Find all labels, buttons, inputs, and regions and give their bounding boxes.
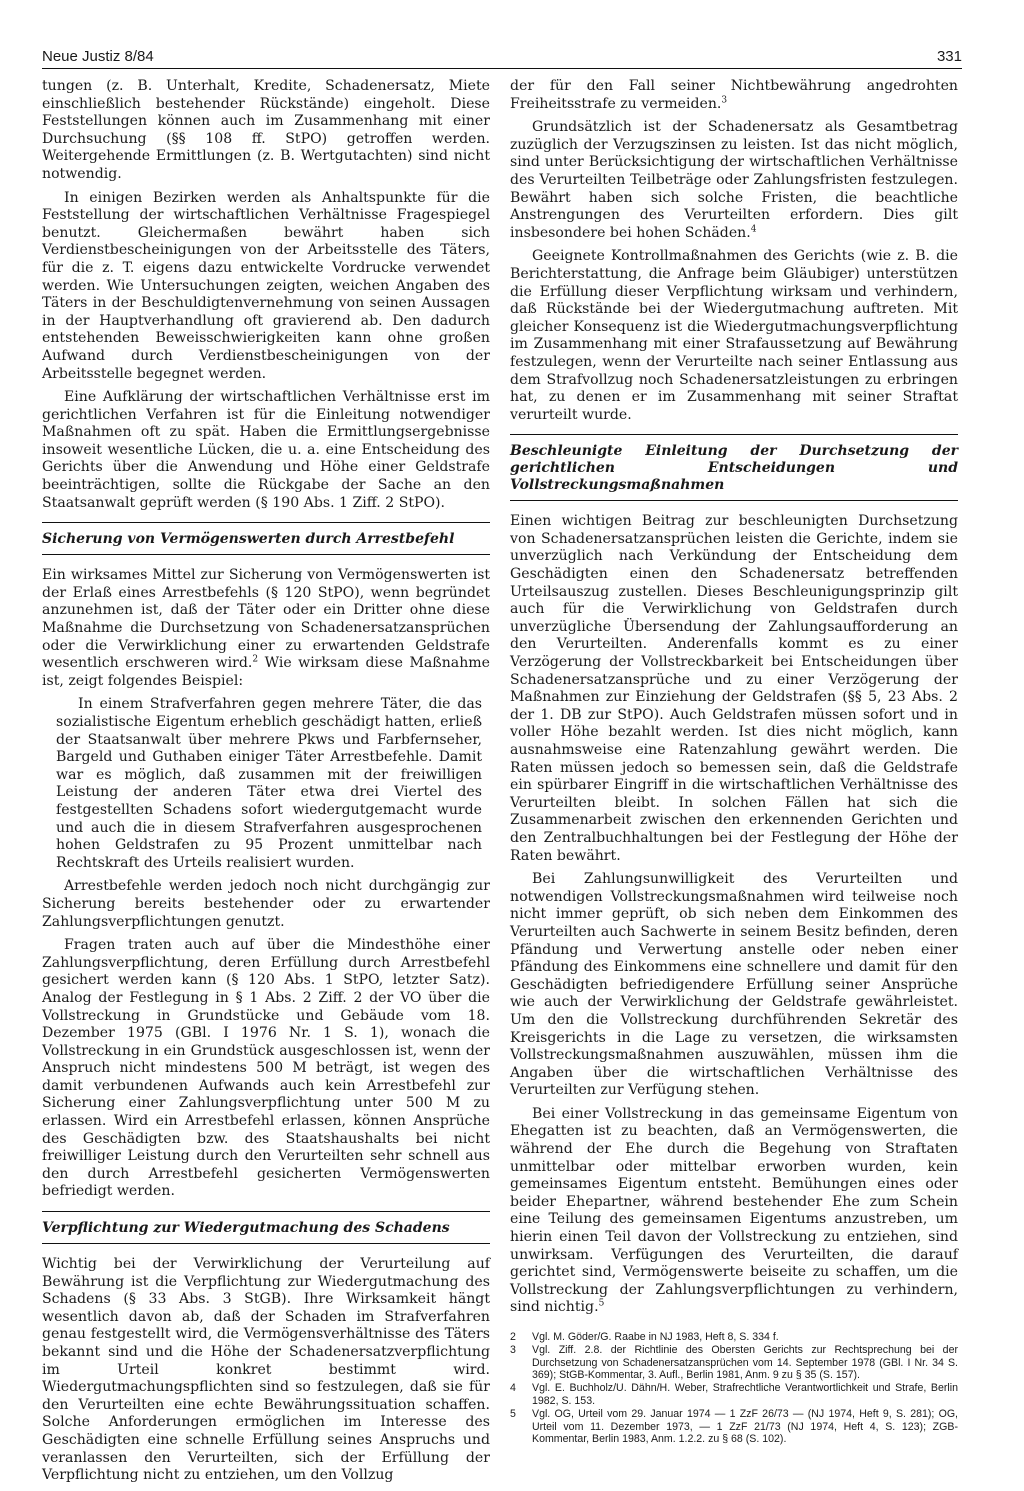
paragraph: Einen wichtigen Beitrag zur beschleunigten Durchsetzung von Schadenersatzansprüchen leisten die Gerichte, indem sie unverzüglich nach Verkündung der Entscheidung dem Geschädigten einen den Schadenersatz betreffenden Urteilsauszug zustellen. Dieses Beschleunigungsprinzip gilt auch für die Verwirklichung von Geldstrafen durch unverzügliche Übersendung der Zahlungsaufforderung an den Verurteilten. Anderenfalls kommt es zu einer Verzögerung der Vollstreckbarkeit bei Entscheidungen über Schadenersatzansprüche und zu einer Verzögerung der Maßnahmen zur Einziehung der Geldstrafen (§§ 5, 23 Abs. 2 der 1. DB zur StPO). Auch Geldstrafen müssen sofort und in voller Höhe bezahlt werden. Ist dies nicht möglich, kann ausnahmsweise eine Ratenzahlung gewährt werden. Die Raten müssen jedoch so bemessen sein, daß die Geldstrafe ein spürbarer Eingriff in die wirtschaftlichen Verhältnisse des Verurteilten bleibt. In solchen Fällen hat sich die Zusammenarbeit zwischen den erkennenden Gerichten und den Zentralbuchhaltungen bei der Festlegung der Höhe der Raten bewährt. <box>510 513 958 864</box>
paragraph: tungen (z. B. Unterhalt, Kredite, Schadenersatz, Miete einschließlich bestehender Rückstände) eingeholt. Diese Feststellungen können auch im Zusammenhang mit einer Durchsuchung (§§ 108 ff. StPO) getroffen werden. Weitergehende Ermittlungen (z. B. Wertgutachten) sind nicht notwendig. <box>42 78 490 182</box>
footnote <box>510 1344 958 1382</box>
paragraph: Wichtig bei der Verwirklichung der Verurteilung auf Bewährung ist die Verpflichtung zur Wiedergutmachung des Schadens (§ 33 Abs. 3 StGB). Ihre Wirksamkeit hängt wesentlich davon ab, daß der Schaden im Strafverfahren genau festgestellt wird, die Vermögensverhältnisse des Täters bekannt sind und die Höhe der Schadenersatzverpflichtung im Urteil konkret bestimmt wird. Wiedergutmachungspflichten sind so festzulegen, daß sie für den Verurteilten eine echte Bewährungssituation schaffen. Solche Anforderungen ermöglichen im Interesse des Geschädigten eine schnelle Erfüllung seines Anspruchs und veranlassen den Verurteilten, sich der Erfüllung der Verpflichtung nicht zu entziehen, um den Vollzug <box>42 1256 490 1484</box>
journal-title: Neue Justiz 8/84 <box>42 48 154 65</box>
paragraph-text: Grundsätzlich ist der Schadenersatz als Gesamtbetrag zuzüglich der Verzugszinsen zu leisten. Ist das nicht möglich, sind unter Berücksichtigung der wirtschaftlichen Verhältnisse des Verurteilten Teilbeträge oder Zahlungsfristen festzulegen. Bewährt haben sich solche Fristen, die beachtliche Anstrengungen des Verurteilten erfordern. Dies gilt insbesondere bei hohen Schäden. <box>510 119 958 241</box>
paragraph: Eine Aufklärung der wirtschaftlichen Verhältnisse erst im gerichtlichen Verfahren ist für die Einleitung notwendiger Maßnahmen oft zu spät. Haben die Ermittlungsergebnisse insoweit wesentliche Lücken, die u. a. eine Entscheidung des Gerichts über die Anwendung und Höhe einer Geldstrafe beeinträchtigen, sollte die Rückgabe der Sache an den Staatsanwalt geprüft werden (§ 190 Abs. 1 Ziff. 2 StPO). <box>42 389 490 511</box>
paragraph-text: der für den Fall seiner Nichtbewährung angedrohten Freiheitsstrafe zu vermeiden. <box>510 78 958 112</box>
footnote <box>510 1408 958 1446</box>
footnote-number: 2 <box>510 1331 516 1343</box>
footnote-text: Vgl. E. Buchholz/U. Dähn/H. Weber, Strafrechtliche Verantwortlichkeit und Strafe, Berlin 1982, S. 153. <box>532 1382 958 1407</box>
paragraph-text: Bei einer Vollstreckung in das gemeinsame Eigentum von Ehegatten ist zu beachten, daß an Vermögenswerten, die während der Ehe durch die Begehung von Straftaten unmittelbar oder mittelbar erworben wurden, kein gemeinsames Eigentum entsteht. Bemühungen eines oder beider Ehepartner, während bestehender Ehe zum Schein eine Teilung des gemeinsamen Eigentums anzustreben, um hierin einen Teil davon der Vollstreckung zu entziehen, sind unwirksam. Verfügungen des Verurteilten, die darauf gerichtet sind, Vermögenswerte beiseite zu schaffen, um die Vollstreckung der Zahlungsverpflichtungen zu verhindern, sind nichtig. <box>510 1105 958 1316</box>
footnote-text: Vgl. M. Göder/G. Raabe in NJ 1983, Heft 8, S. 334 f. <box>532 1331 779 1343</box>
paragraph: In einigen Bezirken werden als Anhaltspunkte für die Feststellung der wirtschaftlichen Verhältnisse Fragespiegel benutzt. Gleichermaßen bewährt haben sich Verdienstbescheinigungen von der Arbeitsstelle des Täters, für die z. T. eigens dazu entwickelte Vordrucke verwendet werden. Wie Untersuchungen zeigten, weichen Angaben des Täters in der Beschuldigtenvernehmung von seinen Aussagen in der Hauptverhandlung oft gravierend ab. Den dadurch entstehenden Beweisschwierigkeiten kann ohne großen Aufwand durch Verdienstbescheinigungen von der Arbeitsstelle begegnet werden. <box>42 189 490 382</box>
page-header <box>42 34 962 69</box>
footnotes <box>510 1331 958 1446</box>
paragraph-text: Wie wirksam diese Maßnahme ist, zeigt folgendes Beispiel: <box>42 655 490 689</box>
left-column <box>42 78 490 1491</box>
section-heading: Verpflichtung zur Wiedergutmachung des Schadens <box>42 1211 490 1244</box>
paragraph: Fragen traten auch auf über die Mindesthöhe einer Zahlungsverpflichtung, deren Erfüllung durch Arrestbefehl gesichert werden kann (§ 120 Abs. 1 StPO, letzter Satz). Analog der Festlegung in § 1 Abs. 2 Ziff. 2 der VO über die Vollstreckung in Grundstücke und Gebäude vom 18. Dezember 1975 (GBl. I 1976 Nr. 1 S. 1), wonach die Vollstreckung in ein Grundstück ausgeschlossen ist, wenn der Anspruch nicht mindestens 500 M beträgt, ist wegen des damit verbundenen Aufwands auch kein Arrestbefehl zur Sicherung einer Zahlungsverpflichtung unter 500 M zu erlassen. Wird ein Arrestbefehl erlassen, können Ansprüche des Geschädigten bzw. des Staatshaushalts bei nicht freiwilliger Leistung durch den Verurteilten sehr schnell aus den durch Arrestbefehl gesicherten Vermögenswerten befriedigt werden. <box>42 937 490 1200</box>
section-heading: Beschleunigte Einleitung der Durchsetzung der gerichtlichen Entscheidungen und Vollstreckungsmaßnahmen <box>510 434 958 501</box>
footnote-number: 5 <box>510 1407 516 1420</box>
footnote-ref: 3 <box>721 94 728 105</box>
paragraph: Arrestbefehle werden jedoch noch nicht durchgängig zur Sicherung bereits bestehender oder zu erwartender Zahlungsverpflichtungen genutzt. <box>42 878 490 930</box>
footnote <box>510 1331 958 1344</box>
paragraph <box>42 567 490 690</box>
footnote <box>510 1382 958 1408</box>
paragraph: Bei Zahlungsunwilligkeit des Verurteilten und notwendigen Vollstreckungsmaßnahmen wird teilweise noch nicht immer geprüft, ob sich neben dem Einkommen des Verurteilten auch Sachwerte in seinem Besitz befinden, deren Pfändung und Verwertung anstelle oder neben einer Pfändung des Einkommens eine schnellere und damit für den Geschädigten befriedigendere Erfüllung seiner Ansprüche wie auch der Verwirklichung der Geldstrafe gewährleistet. Um den die Vollstreckung durchführenden Sekretär des Kreisgerichts in die Lage zu versetzen, die wirksamsten Vollstreckungsmaßnahmen auszuwählen, müssen ihm die Angaben über die wirtschaftlichen Verhältnisse des Verurteilten zur Verfügung stehen. <box>510 871 958 1099</box>
footnote-ref: 4 <box>750 224 757 235</box>
footnote-text: Vgl. OG, Urteil vom 29. Januar 1974 — 1 ZzF 26/73 — (NJ 1974, Heft 9, S. 281); OG, Urteil vom 11. Dezember 1973, — 1 ZzF 21/73 (NJ 1974, Heft 4, S. 123); ZGB-Kommentar, Berlin 1983, Anm. 1.2.2. zu § 68 (S. 102). <box>532 1407 958 1446</box>
paragraph <box>510 78 958 113</box>
footnote-ref: 5 <box>598 1298 605 1309</box>
paragraph <box>510 1106 958 1317</box>
paragraph-text: Ein wirksames Mittel zur Sicherung von Vermögenswerten ist der Erlaß eines Arrestbefehls (§ 120 StPO), wenn begründet anzunehmen ist, daß der Täter oder ein Dritter ohne diese Maßnahme die Durchsetzung von Schadenersatzansprüchen oder die Verwirklichung einer zu erwartenden Geldstrafe wesentlich erschweren wird. <box>42 567 490 672</box>
paragraph: Geeignete Kontrollmaßnahmen des Gerichts (wie z. B. die Berichterstattung, die Anfrage beim Gläubiger) unterstützen die Erfüllung dieser Verpflichtung wirksam und verhindern, daß Rückstände bei der Wiedergutmachung auftreten. Mit gleicher Konsequenz ist die Wiedergutmachungsverpflichtung im Zusammenhang mit einer Strafaussetzung auf Bewährung festzulegen, wenn der Verurteilte nach seiner Entlassung aus dem Strafvollzug noch Schadenersatzleistungen zu erbringen hat, zu denen er im Zusammenhang mit seiner Straftat verurteilt wurde. <box>510 248 958 423</box>
section-heading: Sicherung von Vermögenswerten durch Arrestbefehl <box>42 522 490 555</box>
example-paragraph: In einem Strafverfahren gegen mehrere Täter, die das sozialistische Eigentum erheblich geschädigt hatten, erließ der Staatsanwalt über mehrere Pkws und Farbfernseher, Bargeld und Guthaben einiger Täter Arrestbefehle. Damit war es möglich, daß zusammen mit der freiwilligen Leistung der anderen Täter etwa drei Viertel des festgestellten Schadens sofort wiedergutgemacht wurde und auch die in diesem Strafverfahren ausgesprochenen hohen Geldstrafen zu 95 Prozent unmittelbar nach Rechtskraft des Urteils realisiert wurden. <box>56 696 482 871</box>
right-column <box>510 78 958 1446</box>
paragraph <box>510 119 958 242</box>
footnote-ref: 2 <box>252 654 259 665</box>
footnote-text: Vgl. Ziff. 2.8. der Richtlinie des Obersten Gerichts zur Rechtsprechung bei der Durchsetzung von Schadenersatzansprüchen vom 14. September 1978 (GBl. I Nr. 34 S. 369); StGB-Kommentar, 3. Aufl., Berlin 1981, Anm. 9 zu § 35 (S. 157). <box>532 1343 958 1382</box>
page-number: 331 <box>936 48 962 65</box>
footnote-number: 4 <box>510 1382 516 1395</box>
footnote-number: 3 <box>510 1343 516 1356</box>
